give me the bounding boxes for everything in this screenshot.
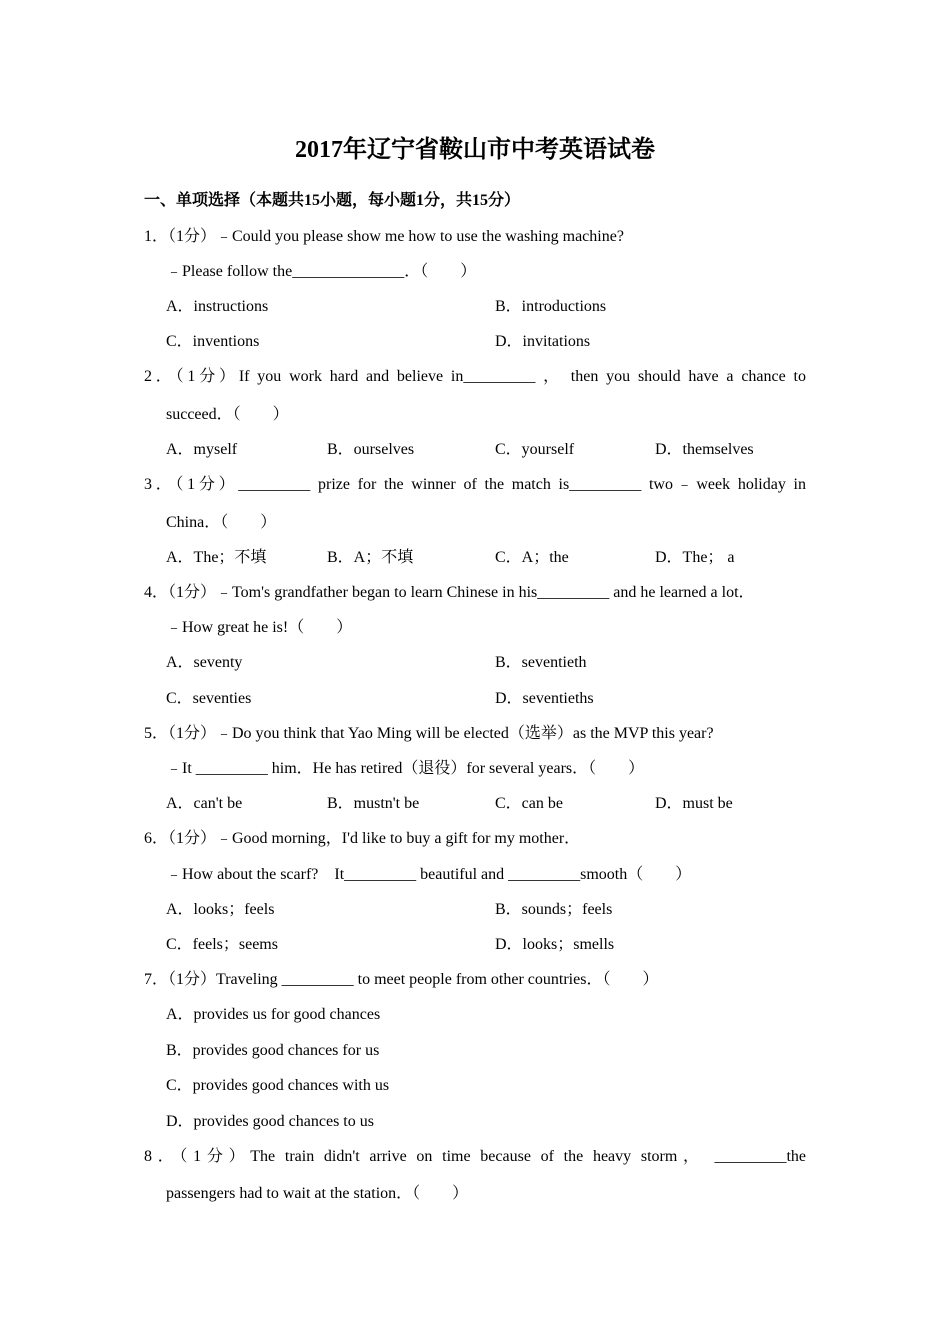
question-1-option-a[interactable]: A．instructions — [166, 298, 269, 315]
question-5-stem: 5．（1分）﹣Do you think that Yao Ming will be elected（选举）as the MVP this year? — [144, 725, 714, 742]
question-2-option-d[interactable]: D．themselves — [655, 441, 754, 458]
question-4-option-a[interactable]: A．seventy — [166, 654, 243, 671]
question-2-option-a[interactable]: A．myself — [166, 441, 238, 458]
question-1-stem: 1．（1分）﹣Could you please show me how to use the washing machine? — [144, 228, 624, 245]
question-4-stem-continued: ﹣How great he is!（ ） — [166, 619, 353, 636]
question-1-stem-continued: ﹣Please follow the______________．（ ） — [166, 263, 477, 280]
question-3-option-a[interactable]: A．The；不填 — [166, 549, 267, 566]
question-1-option-d[interactable]: D．invitations — [495, 333, 591, 350]
question-2-option-b[interactable]: B．ourselves — [327, 441, 415, 458]
question-3-option-c[interactable]: C．A；the — [495, 549, 569, 566]
question-3-option-b[interactable]: B．A；不填 — [327, 549, 414, 566]
question-6-option-a[interactable]: A．looks；feels — [166, 901, 275, 918]
question-4-option-d[interactable]: D．seventieths — [495, 690, 594, 707]
question-2-option-c[interactable]: C．yourself — [495, 441, 575, 458]
question-8-stem-continued: passengers had to wait at the station．（ ） — [166, 1185, 469, 1202]
question-6-stem: 6．（1分）﹣Good morning，I'd like to buy a gift for my mother． — [144, 830, 581, 847]
question-6-stem-continued: ﹣How about the scarf? It_________ beautiful and _________smooth（ ） — [166, 866, 692, 883]
question-4-option-b[interactable]: B．seventieth — [495, 654, 587, 671]
page-title: 2017年辽宁省鞍山市中考英语试卷 — [295, 137, 655, 163]
question-1-option-c[interactable]: C．inventions — [166, 333, 260, 350]
question-8-stem: 8．（1分）The train didn't arrive on time because of the heavy storm， _________the — [144, 1148, 806, 1165]
question-5-option-d[interactable]: D．must be — [655, 795, 733, 812]
question-3-stem: 3．（1分）_________ prize for the winner of the match is_________ two﹣week holiday in — [144, 476, 806, 493]
question-1-option-b[interactable]: B．introductions — [495, 298, 607, 315]
question-5-stem-continued: ﹣It _________ him．He has retired（退役）for several years．（ ） — [166, 760, 645, 777]
question-6-option-b[interactable]: B．sounds；feels — [495, 901, 613, 918]
question-5-option-c[interactable]: C．can be — [495, 795, 563, 812]
question-5-option-b[interactable]: B．mustn't be — [327, 795, 420, 812]
question-6-option-c[interactable]: C．feels；seems — [166, 936, 278, 953]
question-7-option-a[interactable]: A．provides us for good chances — [166, 1006, 381, 1023]
section-heading: 一、单项选择（本题共15小题，每小题1分，共15分） — [144, 192, 521, 209]
question-3-stem-continued: China．（ ） — [166, 514, 277, 531]
question-7-option-d[interactable]: D．provides good chances to us — [166, 1113, 374, 1130]
question-6-option-d[interactable]: D．looks；smells — [495, 936, 615, 953]
question-2-stem-continued: succeed．（ ） — [166, 406, 289, 423]
question-7-stem: 7．（1分）Traveling _________ to meet people from other countries．（ ） — [144, 971, 659, 988]
question-3-option-d[interactable]: D．The； a — [655, 549, 735, 566]
question-2-stem: 2．（1分）If you work hard and believe in_________ ， then you should have a chance to — [144, 368, 806, 385]
question-7-option-c[interactable]: C．provides good chances with us — [166, 1077, 390, 1094]
question-5-option-a[interactable]: A．can't be — [166, 795, 243, 812]
question-7-option-b[interactable]: B．provides good chances for us — [166, 1042, 380, 1059]
question-4-option-c[interactable]: C．seventies — [166, 690, 252, 707]
question-4-stem: 4．（1分）﹣Tom's grandfather began to learn Chinese in his_________ and he learned a lot． — [144, 584, 755, 601]
